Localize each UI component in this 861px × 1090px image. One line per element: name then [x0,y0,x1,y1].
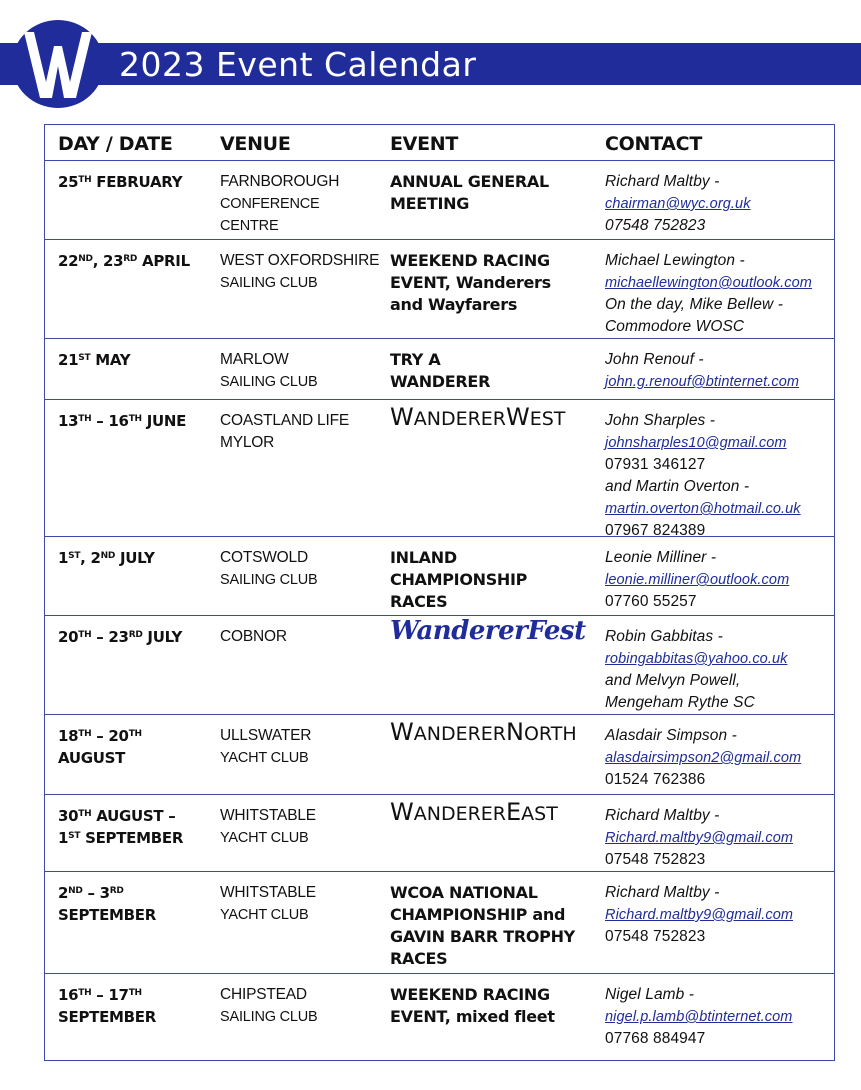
event-date: 20TH – 23RD JULY [58,628,183,646]
table-row [45,715,834,795]
event-name: WandererFest [390,616,586,646]
event-calendar-table [44,124,835,1061]
event-venue: ULLSWATER YACHT CLUB [220,727,312,766]
contact-email-link[interactable]: chairman@wyc.org.uk [605,196,751,212]
event-venue: WHITSTABLE YACHT CLUB [220,807,316,846]
table-row [45,974,834,1060]
header-contact: CONTACT [605,133,702,155]
contact-email-link[interactable]: Richard.maltby9@gmail.com [605,907,794,923]
table-row [45,795,834,872]
event-date: 2ND – 3RD SEPTEMBER [58,884,156,924]
event-date: 16TH – 17TH SEPTEMBER [58,986,156,1026]
event-name: WEEKEND RACING EVENT, Wanderers and Wayfarers [390,251,551,314]
contact-email-link[interactable]: alasdairsimpson2@gmail.com [605,750,802,766]
event-name: WCOA NATIONAL CHAMPIONSHIP and GAVIN BARR TROPHY RACES [390,883,575,968]
header-date: DAY / DATE [58,133,173,155]
event-date: 22ND, 23RD APRIL [58,252,190,270]
event-venue: COASTLAND LIFE MYLOR [220,412,349,451]
table-row [45,339,834,400]
event-venue: WEST OXFORDSHIRE SAILING CLUB [220,252,380,291]
event-contact: Nigel Lamb - nigel.p.lamb@btinternet.com 07768 884947 [605,984,835,1050]
event-name: WANDERERNORTH [390,718,577,746]
event-contact: Richard Maltby - chairman@wyc.org.uk 07548 752823 [605,171,835,237]
event-name: INLAND CHAMPIONSHIP RACES [390,548,528,611]
contact-email-link[interactable]: johnsharples10@gmail.com [605,435,787,451]
event-date: 25TH FEBRUARY [58,173,183,191]
header-venue: VENUE [220,133,291,155]
event-contact: Alasdair Simpson - alasdairsimpson2@gmail.com 01524 762386 [605,725,835,791]
event-contact: John Sharples - johnsharples10@gmail.com 07931 346127 and Martin Overton - martin.overton@hotmail.co.uk 07967 824389 [605,410,835,542]
event-date: 30TH AUGUST – 1ST SEPTEMBER [58,807,184,847]
event-venue: FARNBOROUGH CONFERENCE CENTRE [220,173,340,234]
event-name: WANDEREREAST [390,798,558,826]
event-date: 1ST, 2ND JULY [58,549,155,567]
event-contact: Richard Maltby - Richard.maltby9@gmail.com 07548 752823 [605,882,835,948]
event-venue: WHITSTABLE YACHT CLUB [220,884,316,923]
table-row [45,161,834,240]
event-contact: John Renouf - john.g.renouf@btinternet.com [605,349,835,393]
event-name: ANNUAL GENERAL MEETING [390,172,549,213]
event-name: TRY A WANDERER [390,350,491,391]
event-contact: Michael Lewington - michaellewington@outlook.com On the day, Mike Bellew - Commodore WOSC [605,250,835,338]
title-banner [0,43,861,85]
event-venue: COTSWOLD SAILING CLUB [220,549,318,588]
contact-email-link[interactable]: Richard.maltby9@gmail.com [605,830,794,846]
contact-email-link[interactable]: michaellewington@outlook.com [605,275,812,291]
club-logo [10,18,106,110]
contact-email-link[interactable]: martin.overton@hotmail.co.uk [605,501,801,517]
page-title: 2023 Event Calendar [119,45,477,84]
table-row [45,537,834,616]
table-row [45,872,834,974]
event-date: 13TH – 16TH JUNE [58,412,187,430]
event-date: 18TH – 20TH AUGUST [58,727,142,767]
event-contact: Robin Gabbitas - robingabbitas@yahoo.co.uk and Melvyn Powell, Mengeham Rythe SC [605,626,835,714]
table-row [45,616,834,715]
event-name: WEEKEND RACING EVENT, mixed fleet [390,985,555,1026]
table-row [45,240,834,339]
event-contact: Leonie Milliner - leonie.milliner@outlook.com 07760 55257 [605,547,835,613]
event-contact: Richard Maltby - Richard.maltby9@gmail.com 07548 752823 [605,805,835,871]
event-venue: CHIPSTEAD SAILING CLUB [220,986,318,1025]
contact-email-link[interactable]: robingabbitas@yahoo.co.uk [605,651,788,667]
table-row [45,400,834,537]
event-date: 21ST MAY [58,351,131,369]
table-header [45,125,834,161]
header-event: EVENT [390,133,459,155]
contact-email-link[interactable]: leonie.milliner@outlook.com [605,572,790,588]
event-venue: MARLOW SAILING CLUB [220,351,318,390]
event-venue: COBNOR [220,628,287,645]
contact-email-link[interactable]: john.g.renouf@btinternet.com [605,374,800,390]
event-name: WANDERERWEST [390,403,566,431]
contact-email-link[interactable]: nigel.p.lamb@btinternet.com [605,1009,793,1025]
